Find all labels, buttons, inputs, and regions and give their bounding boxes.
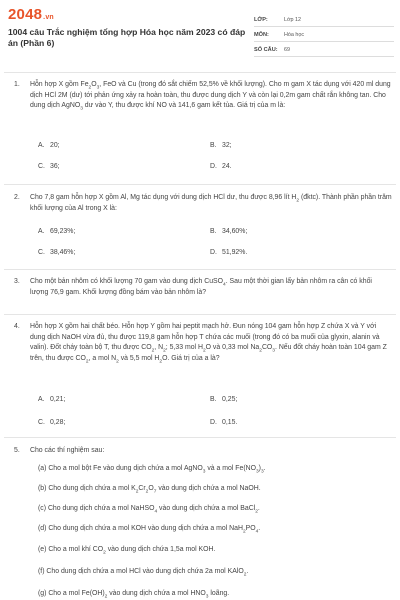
option-d[interactable] bbox=[210, 249, 247, 256]
question-text: Cho 7,8 gam hỗn hợp X gồm Al, Mg tác dụng với dung dịch HCl dư, thu được 8,96 lít $H_2$ (đktc). Thành phần phần trăm khối lượng của Al trong X là: bbox=[30, 194, 392, 212]
divider bbox=[4, 437, 396, 438]
option-c[interactable] bbox=[38, 249, 75, 256]
meta-label: LỚP: bbox=[254, 17, 268, 23]
logo-suffix: .vn bbox=[43, 14, 54, 21]
meta-value: Lớp 12 bbox=[284, 17, 302, 23]
question-number: 5. bbox=[14, 447, 20, 454]
question-number: 3. bbox=[14, 278, 20, 285]
option-text: 34,60%; bbox=[222, 228, 248, 235]
option-d[interactable] bbox=[210, 163, 232, 170]
option-letter: B. bbox=[210, 396, 217, 403]
question-text: Cho các thí nghiệm sau: bbox=[30, 447, 105, 454]
page-title: 1004 câu Trắc nghiệm tổng hợp Hóa học năm 2023 có đáp án (Phần 6) bbox=[8, 27, 246, 48]
option-b[interactable] bbox=[210, 142, 232, 149]
experiment-a: (a) Cho a mol bột Fe vào dung dịch chứa a mol AgNO$_3$ và a mol $Fe(NO_3)_3$. bbox=[38, 465, 266, 475]
meta-row-class bbox=[254, 14, 394, 27]
option-text: 51,92%. bbox=[222, 249, 248, 256]
option-text: 0,25; bbox=[222, 396, 238, 403]
option-letter: A. bbox=[38, 228, 45, 235]
option-text: 36; bbox=[50, 163, 60, 170]
option-letter: B. bbox=[210, 228, 217, 235]
experiment-g: (g) Cho a mol $Fe(OH)_2$ vào dung dịch chứa a mol $HNO_3$ loãng. bbox=[38, 590, 230, 600]
option-letter: D. bbox=[210, 163, 217, 170]
option-letter: C. bbox=[38, 163, 45, 170]
question-text: Hỗn hợp X gồm $Fe_2O_3$, FeO và Cu (trong đó sắt chiếm 52,5% về khối lượng). Cho m gam X tác dụng với 420 ml dung dịch HCl 2M (dư) tới phản ứng xảy ra hoàn toàn, thu được dung dịch Y và còn lại 0,2m gam chất rắn không tan. Cho dung dịch AgNO$_3$ dư vào Y, thu được khí NO và 141,6 gam kết tủa. Giá trị của m là: bbox=[30, 81, 391, 112]
question-4 bbox=[14, 322, 392, 364]
option-text: 24. bbox=[222, 163, 232, 170]
option-d[interactable] bbox=[210, 419, 237, 426]
option-letter: B. bbox=[210, 142, 217, 149]
question-text: Cho một bản nhôm có khối lượng 70 gam vào dung dịch CuSO$_4$. Sau một thời gian lấy bản nhôm ra cân có khối lượng 76,9 gam. Khối lượng đồng bám vào bản nhôm là? bbox=[30, 278, 372, 296]
meta-value: 69 bbox=[284, 47, 290, 53]
option-letter: C. bbox=[38, 419, 45, 426]
option-a[interactable] bbox=[38, 142, 60, 149]
site-logo[interactable] bbox=[8, 6, 54, 23]
question-3 bbox=[14, 277, 392, 298]
divider bbox=[4, 72, 396, 73]
option-c[interactable] bbox=[38, 163, 60, 170]
logo-text: 2048 bbox=[8, 6, 43, 23]
option-text: 0,15. bbox=[222, 419, 238, 426]
experiment-d: (d) Cho dung dịch chứa a mol KOH vào dung dịch chứa a mol $NaH_2PO_4$. bbox=[38, 525, 261, 535]
question-text: Hỗn hợp X gồm hai chất béo. Hỗn hợp Y gồm hai peptit mạch hở. Đun nóng 104 gam hỗn hợp Z chứa X và Y với dung dịch NaOH vừa đủ, thu được 119,8 gam hỗn hợp T chứa các muối (trong đó có ba muối của glyxin, alanin và valin). Đốt cháy toàn bộ T, thu được $CO_2$, $N_2$; 5,33 mol $H_2O$ và 0,33 mol $Na_2CO_3$. Nếu đốt cháy hoàn toàn 104 gam Z trên, thu được $CO_2$, a mol $N_2$ và 5,5 mol $H_2O$. Giá trị của a là? bbox=[30, 323, 387, 365]
option-text: 38,46%; bbox=[50, 249, 76, 256]
option-b[interactable] bbox=[210, 228, 247, 235]
question-number: 4. bbox=[14, 323, 20, 330]
option-text: 69,23%; bbox=[50, 228, 76, 235]
experiment-e: (e) Cho a mol khí $CO_2$ vào dung dịch chứa 1,5a mol KOH. bbox=[38, 546, 216, 556]
divider bbox=[4, 184, 396, 185]
option-text: 0,28; bbox=[50, 419, 66, 426]
experiment-f: (f) Cho dung dịch chứa a mol HCl vào dung dịch chứa 2a mol KAlO$_2$. bbox=[38, 568, 249, 578]
option-letter: D. bbox=[210, 249, 217, 256]
question-number: 2. bbox=[14, 194, 20, 201]
option-b[interactable] bbox=[210, 396, 237, 403]
option-a[interactable] bbox=[38, 228, 75, 235]
question-number: 1. bbox=[14, 81, 20, 88]
meta-label: MÔN: bbox=[254, 32, 269, 38]
option-text: 0,21; bbox=[50, 396, 66, 403]
experiment-b: (b) Cho dung dịch chứa a mol $K_2Cr_2O_7$ vào dung dịch chứa a mol NaOH. bbox=[38, 485, 261, 495]
option-letter: A. bbox=[38, 396, 45, 403]
option-letter: D. bbox=[210, 419, 217, 426]
document-meta bbox=[254, 14, 394, 59]
option-c[interactable] bbox=[38, 419, 65, 426]
divider bbox=[4, 314, 396, 315]
divider bbox=[4, 269, 396, 270]
option-text: 20; bbox=[50, 142, 60, 149]
meta-row-count bbox=[254, 44, 394, 57]
meta-row-subject bbox=[254, 29, 394, 42]
document-header bbox=[0, 0, 400, 58]
experiment-c: (c) Cho dung dịch chứa a mol NaHSO$_4$ vào dung dịch chứa a mol BaCl$_2$. bbox=[38, 505, 260, 515]
meta-label: SỐ CÂU: bbox=[254, 47, 278, 53]
option-letter: A. bbox=[38, 142, 45, 149]
question-1 bbox=[14, 80, 392, 112]
question-2 bbox=[14, 193, 392, 214]
option-letter: C. bbox=[38, 249, 45, 256]
option-a[interactable] bbox=[38, 396, 65, 403]
option-text: 32; bbox=[222, 142, 232, 149]
meta-value: Hóa học bbox=[284, 32, 305, 38]
question-5 bbox=[14, 446, 392, 457]
